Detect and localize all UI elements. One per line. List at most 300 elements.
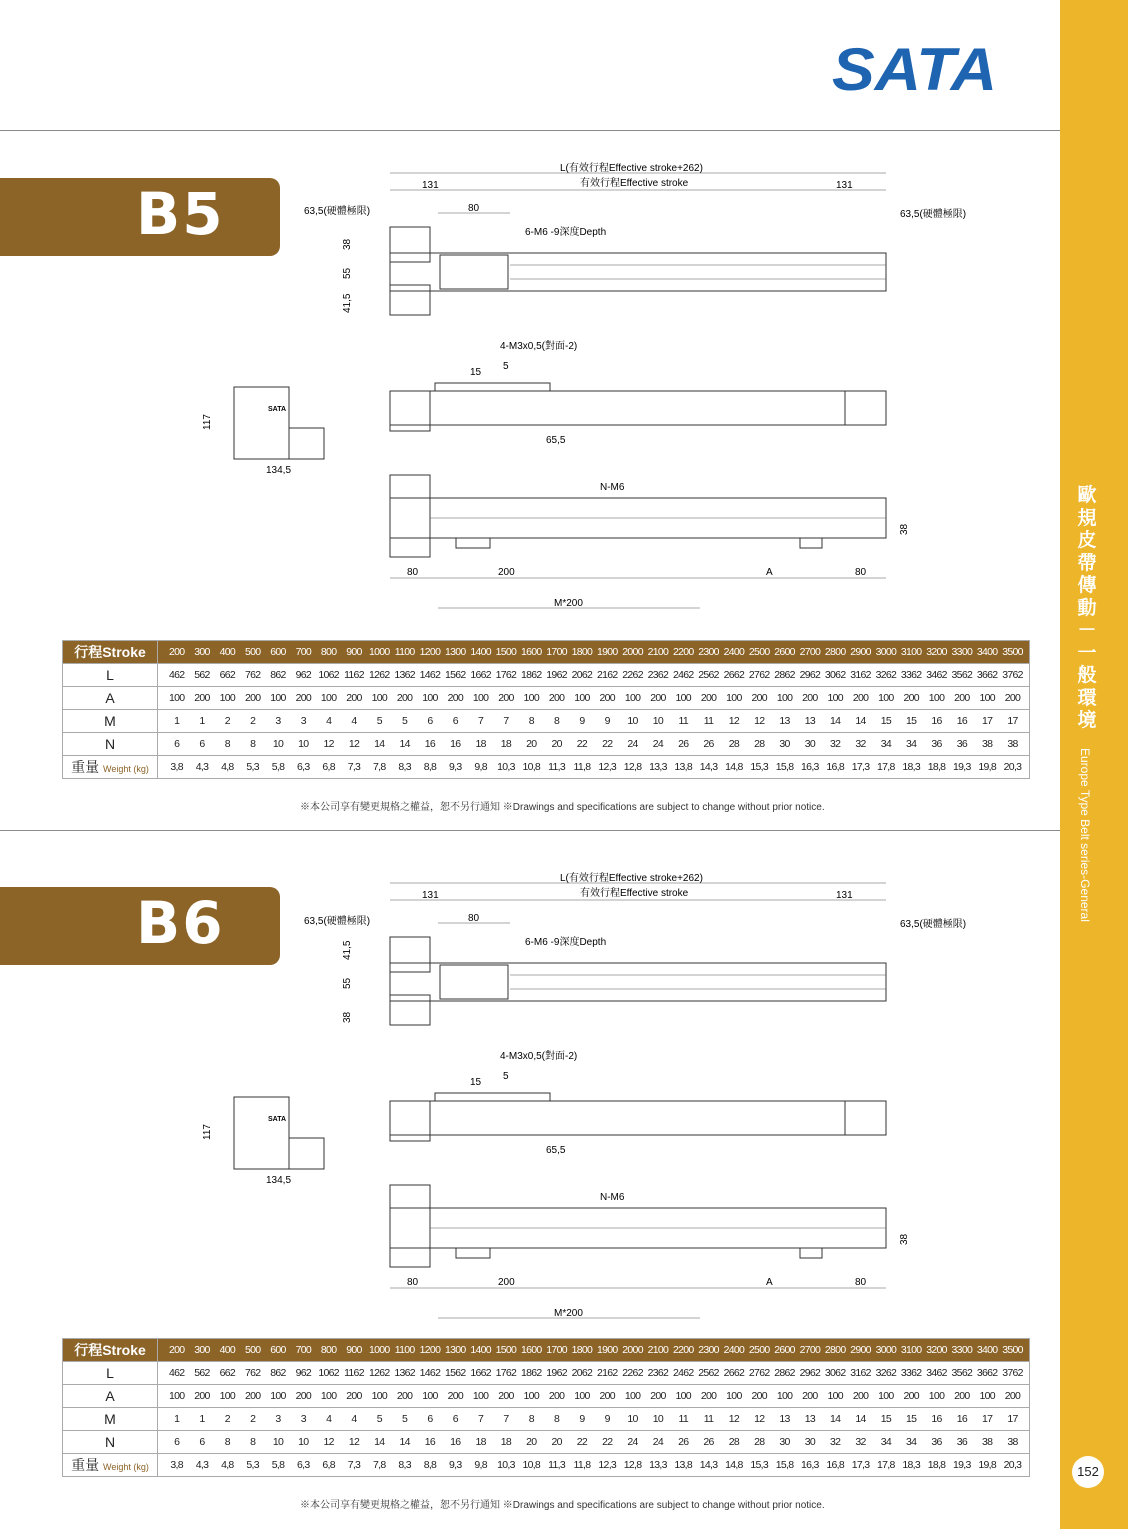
table-cell: 2000 — [622, 646, 643, 658]
table-cell: 962 — [295, 1367, 312, 1379]
table-cell: 2800 — [824, 646, 846, 658]
table-cell: 3 — [300, 1413, 306, 1425]
table-cell: 3000 — [875, 1344, 897, 1356]
table-cell: 3762 — [1002, 669, 1023, 681]
table-cell: 100 — [574, 692, 590, 704]
table-cell: 562 — [194, 1367, 210, 1379]
table-cell: 15 — [880, 715, 891, 727]
motor-bottom — [390, 995, 430, 1025]
table-cell: 4 — [326, 715, 332, 727]
table-cell: 20 — [551, 1436, 562, 1448]
label-effective: 有效行程Effective stroke — [580, 178, 689, 189]
table-cell: 10 — [627, 715, 638, 727]
table-cell: 15 — [906, 1413, 917, 1425]
table-cell: 1762 — [495, 1367, 517, 1379]
svg-text:SATA: SATA — [832, 40, 997, 96]
label-h-a: 41,5 — [342, 940, 353, 960]
table-cell: 3300 — [951, 1344, 973, 1356]
label-m200: M*200 — [554, 598, 583, 609]
section-title-b6: B6 — [136, 889, 225, 957]
table-cell: 18,8 — [927, 761, 946, 773]
table-cell: 6 — [427, 1413, 433, 1425]
table-cell: 24 — [627, 738, 638, 750]
table-cell: 30 — [779, 738, 790, 750]
table-cell: 11 — [703, 715, 714, 727]
sata-logo — [832, 40, 1000, 96]
table-cell: 5 — [402, 1413, 408, 1425]
table-cell: 28 — [728, 738, 740, 750]
table-cell: 562 — [194, 669, 210, 681]
table-cell: 3,8 — [170, 761, 183, 773]
table-cell: 1562 — [444, 669, 466, 681]
table-cell: 462 — [168, 669, 185, 681]
table-cell: 2762 — [748, 1367, 770, 1379]
table-cell: 8,3 — [398, 761, 411, 773]
table-cell: 3 — [275, 715, 281, 727]
table-cell: 8 — [528, 715, 534, 727]
table-cell: 1700 — [546, 646, 567, 658]
row-n — [63, 733, 1030, 756]
table-cell: 800 — [320, 646, 337, 658]
table-cell: 8 — [224, 1436, 230, 1448]
table-cell: 100 — [827, 692, 843, 704]
table-cell: 1100 — [394, 1344, 415, 1356]
table-cell: 12 — [348, 1436, 360, 1448]
label-655: 65,5 — [546, 435, 566, 446]
table-cell: 200 — [346, 692, 362, 704]
table-cell: 300 — [194, 646, 210, 658]
table-cell: 3062 — [824, 1367, 846, 1379]
table-cell: 14 — [374, 738, 385, 750]
table-cell: 7 — [478, 715, 484, 727]
table-cell: 7 — [503, 715, 509, 727]
table-cell: 1100 — [394, 646, 415, 658]
table-cell: 5,3 — [246, 761, 259, 773]
table-cell: 100 — [928, 1390, 945, 1402]
label-h-b: 55 — [342, 267, 353, 279]
label-nm6: N-M6 — [600, 1192, 625, 1203]
table-cell: 2 — [250, 715, 256, 727]
table-cell: 1 — [174, 1413, 180, 1425]
table-cell: 100 — [574, 1390, 590, 1402]
table-cell: 14,3 — [699, 761, 718, 773]
table-cell: 2562 — [698, 1367, 719, 1379]
table-cell: 2262 — [622, 669, 643, 681]
table-cell: 3200 — [926, 646, 947, 658]
label-b200: 200 — [498, 567, 515, 578]
row-label: 重量 Weight (kg) — [63, 1454, 158, 1477]
table-cell: 3162 — [850, 669, 871, 681]
table-cell: 100 — [219, 1390, 236, 1402]
table-cell: 7 — [503, 1413, 509, 1425]
table-cell: 200 — [447, 692, 463, 704]
table-cell: 3762 — [1002, 1367, 1023, 1379]
table-cell: 18 — [475, 1436, 486, 1448]
table-cell: 26 — [703, 738, 714, 750]
table-cell: 4 — [351, 1413, 357, 1425]
label-b80-left: 80 — [407, 1277, 419, 1288]
table-cell: 32 — [855, 738, 866, 750]
table-cell: 200 — [599, 692, 615, 704]
table-cell: 8 — [554, 715, 560, 727]
table-cell: 15,8 — [775, 761, 794, 773]
table-cell: 200 — [498, 1390, 514, 1402]
table-cell: 1062 — [318, 669, 339, 681]
label-5: 5 — [503, 1071, 509, 1082]
table-cell: 1662 — [470, 1367, 491, 1379]
table-cell: 3300 — [951, 646, 973, 658]
table-cell: 10 — [298, 738, 309, 750]
drawing-b6 — [200, 865, 1000, 1325]
table-cell: 22 — [576, 1436, 588, 1448]
stroke-row — [63, 1339, 1030, 1362]
table-cell: 24 — [652, 738, 664, 750]
table-cell: 800 — [320, 1344, 337, 1356]
row-label: L — [63, 1362, 158, 1385]
table-cell: 2962 — [799, 669, 821, 681]
table-cell: 500 — [244, 1344, 261, 1356]
table-cell: 6 — [174, 1436, 180, 1448]
table-cell: 1462 — [419, 1367, 441, 1379]
table-cell: 5 — [376, 715, 382, 727]
label-end-right: 131 — [836, 180, 853, 191]
table-cell: 200 — [548, 692, 565, 704]
table-cell: 100 — [270, 1390, 286, 1402]
table-cell: 16 — [450, 738, 461, 750]
table-cell: 6,3 — [297, 1459, 310, 1471]
table-cell: 6 — [427, 715, 433, 727]
table-cell: 200 — [751, 692, 767, 704]
table-cell: 2862 — [774, 669, 795, 681]
table-cell: 100 — [371, 1390, 387, 1402]
table-cell: 3200 — [926, 1344, 947, 1356]
label-hard-limit-left: 63,5(硬體極限) — [304, 206, 371, 217]
label-h-b: 55 — [342, 977, 353, 989]
table-cell: 1462 — [419, 669, 441, 681]
table-cell: 1500 — [495, 646, 517, 658]
table-cell: 200 — [396, 692, 413, 704]
table-cell: 16 — [956, 715, 967, 727]
table-cell: 762 — [244, 669, 261, 681]
table-cell: 200 — [802, 692, 818, 704]
label-effective: 有效行程Effective stroke — [580, 888, 689, 899]
table-cell: 28 — [754, 1436, 765, 1448]
table-cell: 7,3 — [347, 761, 361, 773]
table-cell: 200 — [498, 692, 514, 704]
table-cell: 15,3 — [750, 761, 769, 773]
table-cell: 3000 — [875, 646, 897, 658]
table-cell: 2100 — [647, 646, 669, 658]
table-cell: 2362 — [647, 1367, 669, 1379]
end-view-motor — [289, 1138, 324, 1169]
table-cell: 100 — [168, 692, 185, 704]
foot-right — [800, 538, 822, 548]
table-cell: 3462 — [926, 1367, 947, 1379]
table-cell: 30 — [804, 1436, 815, 1448]
table-cell: 15 — [880, 1413, 891, 1425]
table-cell: 1562 — [444, 1367, 466, 1379]
table-cell: 2400 — [723, 646, 745, 658]
table-cell: 34 — [880, 1436, 891, 1448]
end-view-logo: SATA — [268, 406, 287, 413]
label-bA: A — [766, 1277, 773, 1288]
table-cell: 16,8 — [826, 1459, 845, 1471]
table-cell: 100 — [928, 692, 945, 704]
table-cell: 100 — [219, 692, 236, 704]
table-cell: 24 — [652, 1436, 664, 1448]
table-cell: 17 — [1007, 715, 1018, 727]
table-cell: 1962 — [546, 669, 567, 681]
table-cell: 1162 — [344, 1367, 364, 1379]
row-l — [63, 664, 1030, 687]
table-cell: 20 — [526, 1436, 537, 1448]
table-cell: 11,3 — [548, 1459, 566, 1471]
label-end-left: 131 — [422, 180, 439, 191]
table-cell: 2162 — [596, 669, 618, 681]
label-w80: 80 — [468, 203, 480, 214]
table-cell: 32 — [830, 1436, 841, 1448]
table-cell: 5,8 — [271, 761, 285, 773]
table-cell: 2062 — [571, 1367, 593, 1379]
table-cell: 13 — [779, 715, 790, 727]
table-cell: 2162 — [596, 1367, 618, 1379]
table-cell: 12,3 — [598, 761, 617, 773]
table-cell: 100 — [523, 692, 539, 704]
end-cap-side — [845, 1101, 886, 1135]
table-cell: 1362 — [394, 669, 415, 681]
table-cell: 18 — [500, 1436, 512, 1448]
table-cell: 3362 — [900, 669, 922, 681]
table-cell: 300 — [194, 1344, 210, 1356]
table-cell: 8 — [224, 738, 230, 750]
table-cell: 2600 — [774, 1344, 795, 1356]
table-cell: 200 — [346, 1390, 362, 1402]
table-cell: 17,3 — [851, 1459, 870, 1471]
table-cell: 14 — [399, 738, 410, 750]
table-cell: 2462 — [672, 1367, 694, 1379]
table-cell: 28 — [728, 1436, 740, 1448]
table-cell: 13,8 — [674, 761, 693, 773]
table-cell: 20 — [526, 738, 537, 750]
table-cell: 2900 — [850, 646, 871, 658]
table-cell: 600 — [270, 646, 286, 658]
foot-left — [456, 1248, 490, 1258]
table-cell: 200 — [954, 1390, 970, 1402]
table-cell: 1200 — [419, 1344, 441, 1356]
table-cell: 3 — [300, 715, 306, 727]
label-end-right: 131 — [836, 890, 853, 901]
table-cell: 100 — [726, 1390, 742, 1402]
table-cell: 11 — [678, 715, 688, 727]
table-cell: 17 — [982, 1413, 993, 1425]
table-cell: 1262 — [369, 1367, 390, 1379]
table-cell: 200 — [954, 692, 970, 704]
table-cell: 10 — [272, 1436, 284, 1448]
table-cell: 19,3 — [953, 761, 971, 773]
label-m3: 4-M3x0,5(對面-2) — [500, 341, 578, 352]
table-cell: 1762 — [495, 669, 517, 681]
table-cell: 462 — [168, 1367, 185, 1379]
row-label: 行程Stroke — [63, 641, 158, 664]
table-cell: 1 — [199, 715, 205, 727]
table-cell: 36 — [956, 1436, 967, 1448]
table-cell: 1862 — [520, 1367, 542, 1379]
table-cell: 2800 — [824, 1344, 846, 1356]
table-cell: 3662 — [976, 669, 998, 681]
row-a — [63, 1385, 1030, 1408]
table-cell: 16,3 — [801, 761, 819, 773]
table-cell: 12,8 — [623, 1459, 642, 1471]
table-cell: 862 — [270, 1367, 286, 1379]
drawing-b5 — [200, 155, 1000, 615]
table-cell: 100 — [270, 692, 286, 704]
label-38-bottom: 38 — [899, 523, 910, 535]
table-cell: 2962 — [799, 1367, 821, 1379]
table-cell: 9,3 — [449, 761, 462, 773]
table-cell: 19,8 — [978, 1459, 996, 1471]
table-cell: 3462 — [926, 669, 947, 681]
table-cell: 15,8 — [775, 1459, 794, 1471]
table-cell: 3662 — [976, 1367, 998, 1379]
side-title-en: Europe Type Belt series-General — [1078, 748, 1092, 922]
table-cell: 1300 — [444, 646, 466, 658]
table-cell: 15 — [906, 715, 917, 727]
table-cell: 38 — [1007, 738, 1018, 750]
table-cell: 8,8 — [423, 1459, 437, 1471]
table-cell: 100 — [827, 1390, 843, 1402]
note-b6: ※本公司享有變更規格之權益，恕不另行通知 ※Drawings and specifications are subject to change without prior notice. — [300, 1500, 825, 1511]
table-cell: 1500 — [495, 1344, 517, 1356]
table-cell: 100 — [320, 692, 337, 704]
motor-bottom-view — [390, 475, 430, 557]
end-view-block — [234, 387, 289, 459]
table-cell: 4 — [351, 715, 357, 727]
table-cell: 34 — [906, 738, 917, 750]
label-nm6: N-M6 — [600, 482, 625, 493]
carriage-top — [440, 965, 508, 999]
table-cell: 6,3 — [297, 761, 310, 773]
table-cell: 12 — [323, 1436, 334, 1448]
table-cell: 16 — [931, 715, 942, 727]
table-cell: 3262 — [875, 669, 897, 681]
row-n — [63, 1431, 1030, 1454]
rail-top-view — [390, 963, 886, 1001]
table-cell: 9 — [579, 1413, 585, 1425]
table-cell: 7,3 — [347, 1459, 361, 1471]
table-cell: 14 — [855, 1413, 866, 1425]
table-cell: 4,8 — [221, 761, 234, 773]
table-cell: 200 — [650, 692, 666, 704]
table-cell: 17 — [1007, 1413, 1018, 1425]
table-cell: 3400 — [976, 646, 998, 658]
label-15: 15 — [470, 367, 482, 378]
table-cell: 6 — [199, 738, 205, 750]
table-cell: 4 — [326, 1413, 332, 1425]
table-cell: 10 — [627, 1413, 638, 1425]
table-cell: 200 — [903, 1390, 919, 1402]
label-h-a: 38 — [342, 238, 353, 250]
table-cell: 400 — [219, 1344, 236, 1356]
table-cell: 1000 — [369, 1344, 390, 1356]
table-cell: 200 — [244, 1390, 261, 1402]
divider-top — [0, 130, 1060, 131]
table-cell: 9,8 — [474, 1459, 487, 1471]
table-cell: 32 — [855, 1436, 866, 1448]
table-cell: 5,8 — [271, 1459, 285, 1471]
table-cell: 1 — [199, 1413, 205, 1425]
table-cell: 1700 — [546, 1344, 567, 1356]
table-cell: 2200 — [672, 646, 694, 658]
table-cell: 36 — [931, 1436, 942, 1448]
table-cell: 2900 — [850, 1344, 871, 1356]
table-cell: 600 — [270, 1344, 286, 1356]
table-cell: 3500 — [1002, 1344, 1023, 1356]
table-cell: 200 — [1004, 692, 1021, 704]
label-end-left: 131 — [422, 890, 439, 901]
end-cap-side — [845, 391, 886, 425]
table-cell: 7,8 — [373, 1459, 386, 1471]
label-5: 5 — [503, 361, 509, 372]
label-h-c: 38 — [342, 1011, 353, 1023]
table-cell: 2100 — [647, 1344, 669, 1356]
table-cell: 3262 — [875, 1367, 897, 1379]
table-cell: 13 — [804, 1413, 815, 1425]
table-cell: 14 — [399, 1436, 410, 1448]
table-cell: 3,8 — [170, 1459, 183, 1471]
page-number: 152 — [1072, 1456, 1104, 1488]
table-cell: 1362 — [394, 1367, 415, 1379]
side-bar — [1060, 0, 1128, 1529]
label-117: 117 — [202, 414, 213, 430]
table-cell: 200 — [295, 1390, 312, 1402]
table-cell: 2 — [250, 1413, 256, 1425]
table-cell: 3100 — [900, 646, 922, 658]
table-cell: 6,8 — [322, 1459, 335, 1471]
table-cell: 20,3 — [1003, 1459, 1022, 1471]
row-label: A — [63, 1385, 158, 1408]
table-cell: 100 — [776, 692, 793, 704]
table-cell: 36 — [931, 738, 942, 750]
spec-table-b6 — [62, 1338, 1030, 1477]
table-cell: 38 — [1007, 1436, 1018, 1448]
table-cell: 10 — [652, 715, 664, 727]
table-cell: 100 — [979, 1390, 995, 1402]
table-cell: 5,3 — [246, 1459, 259, 1471]
table-cell: 700 — [295, 1344, 312, 1356]
table-cell: 2500 — [748, 646, 770, 658]
table-cell: 11 — [703, 1413, 714, 1425]
table-cell: 18 — [475, 738, 486, 750]
table-cell: 12,8 — [623, 761, 642, 773]
table-cell: 3162 — [850, 1367, 871, 1379]
table-cell: 5 — [402, 715, 408, 727]
table-cell: 12 — [754, 715, 765, 727]
note-b5: ※本公司享有變更規格之權益，恕不另行通知 ※Drawings and specifications are subject to change without prior notice. — [300, 802, 825, 813]
table-cell: 14 — [830, 715, 841, 727]
carriage-side — [435, 383, 550, 391]
table-cell: 6 — [452, 1413, 458, 1425]
table-cell: 19,3 — [953, 1459, 971, 1471]
table-cell: 1862 — [520, 669, 542, 681]
table-cell: 1200 — [419, 646, 441, 658]
label-l-total: L(有效行程Effective stroke+262) — [560, 873, 703, 884]
table-cell: 16 — [931, 1413, 942, 1425]
table-cell: 100 — [776, 1390, 793, 1402]
table-cell: 22 — [576, 738, 588, 750]
carriage-side — [435, 1093, 550, 1101]
table-cell: 10,3 — [497, 1459, 515, 1471]
table-cell: 1900 — [596, 646, 618, 658]
